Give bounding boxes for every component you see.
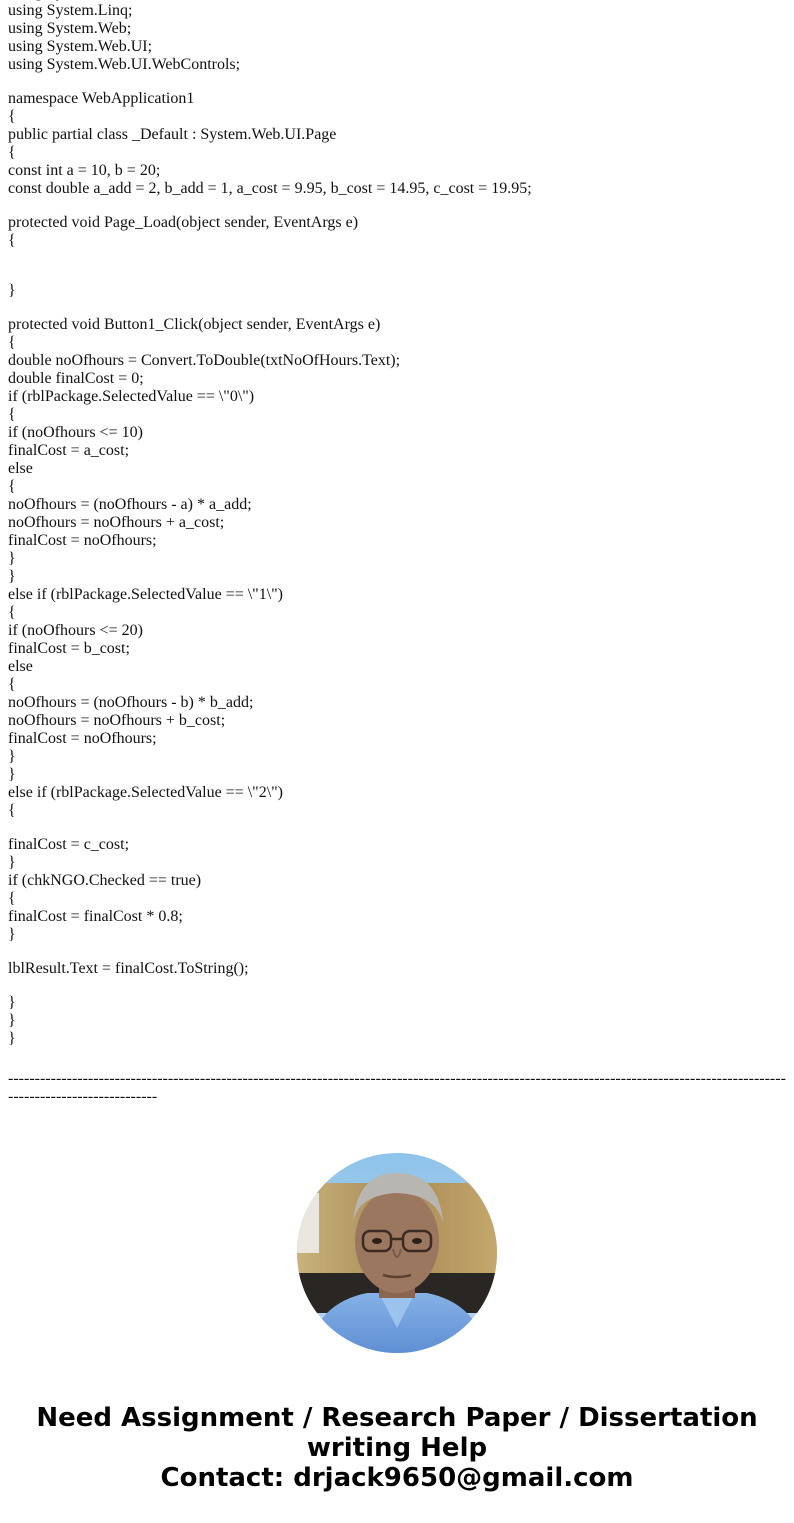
code-line: const int a = 10, b = 20; [8,162,161,179]
code-line: using System.Web.UI.WebControls; [8,56,241,73]
code-listing [8,0,788,1048]
code-line: } [8,926,16,943]
author-photo-icon [297,1153,497,1353]
author-avatar [297,1153,497,1353]
code-line: else if (rblPackage.SelectedValue == \"2\") [8,784,284,801]
code-line [8,74,788,90]
code-line: finalCost = finalCost * 0.8; [8,908,183,925]
code-line: { [8,232,16,249]
code-line: if (rblPackage.SelectedValue == \"0\") [8,388,255,405]
code-line: finalCost = noOfhours; [8,730,157,747]
code-line: } [8,282,16,299]
code-line: { [8,890,16,907]
code-line: } [8,550,16,567]
code-line [8,198,788,214]
code-line: } [8,1030,16,1047]
code-line [8,944,788,960]
banner-headline: Need Assignment / Research Paper / Dissertation [36,1403,758,1433]
code-line: noOfhours = (noOfhours - b) * b_add; [8,694,254,711]
code-line: const double a_add = 2, b_add = 1, a_cost = 9.95, b_cost = 14.95, c_cost = 19.95; [8,180,532,197]
code-line: finalCost = c_cost; [8,836,130,853]
code-line: protected void Page_Load(object sender, EventArgs e) [8,214,359,231]
code-line: } [8,994,16,1011]
code-line: protected void Button1_Click(object sender, EventArgs e) [8,316,381,333]
code-line [8,250,788,266]
code-line: namespace WebApplication1 [8,90,195,107]
code-line: if (noOfhours <= 10) [8,424,143,441]
code-line: if (chkNGO.Checked == true) [8,872,202,889]
code-line: { [8,676,16,693]
code-line: if (noOfhours <= 20) [8,622,143,639]
code-line: else if (rblPackage.SelectedValue == \"1\") [8,586,284,603]
code-line: public partial class _Default : System.Web.UI.Page [8,126,337,143]
code-line: noOfhours = noOfhours + b_cost; [8,712,226,729]
code-line: double noOfhours = Convert.ToDouble(txtNoOfHours.Text); [8,352,401,369]
code-line: { [8,108,16,125]
code-line: } [8,1012,16,1029]
contact-banner [0,1403,794,1493]
code-line [8,820,788,836]
code-line: { [8,406,16,423]
code-line: } [8,748,16,765]
code-line: } [8,766,16,783]
code-line [8,266,788,282]
dashed-separator: ------------------------------------------------------------------------------------------------------------------------------------------------------------------------------ [8,1070,786,1105]
code-line: else [8,460,33,477]
code-line: finalCost = b_cost; [8,640,130,657]
code-line: using System.Web.UI; [8,38,153,55]
code-line: } [8,568,16,585]
code-line [8,978,788,994]
banner-subheadline: writing Help [306,1433,488,1463]
code-line: { [8,604,16,621]
code-line: noOfhours = (noOfhours - a) * a_add; [8,496,252,513]
code-line: double finalCost = 0; [8,370,144,387]
code-line [8,300,788,316]
code-line: using System.Linq; [8,2,133,19]
code-line: else [8,658,33,675]
code-line: finalCost = a_cost; [8,442,130,459]
code-line: { [8,144,16,161]
code-line: { [8,802,16,819]
code-line: { [8,334,16,351]
code-line: finalCost = noOfhours; [8,532,157,549]
code-line: noOfhours = noOfhours + a_cost; [8,514,225,531]
code-line: } [8,854,16,871]
code-line: { [8,478,16,495]
code-line: lblResult.Text = finalCost.ToString(); [8,960,249,977]
code-line: using System.Web; [8,20,132,37]
contact-email: Contact: drjack9650@gmail.com [160,1463,634,1493]
